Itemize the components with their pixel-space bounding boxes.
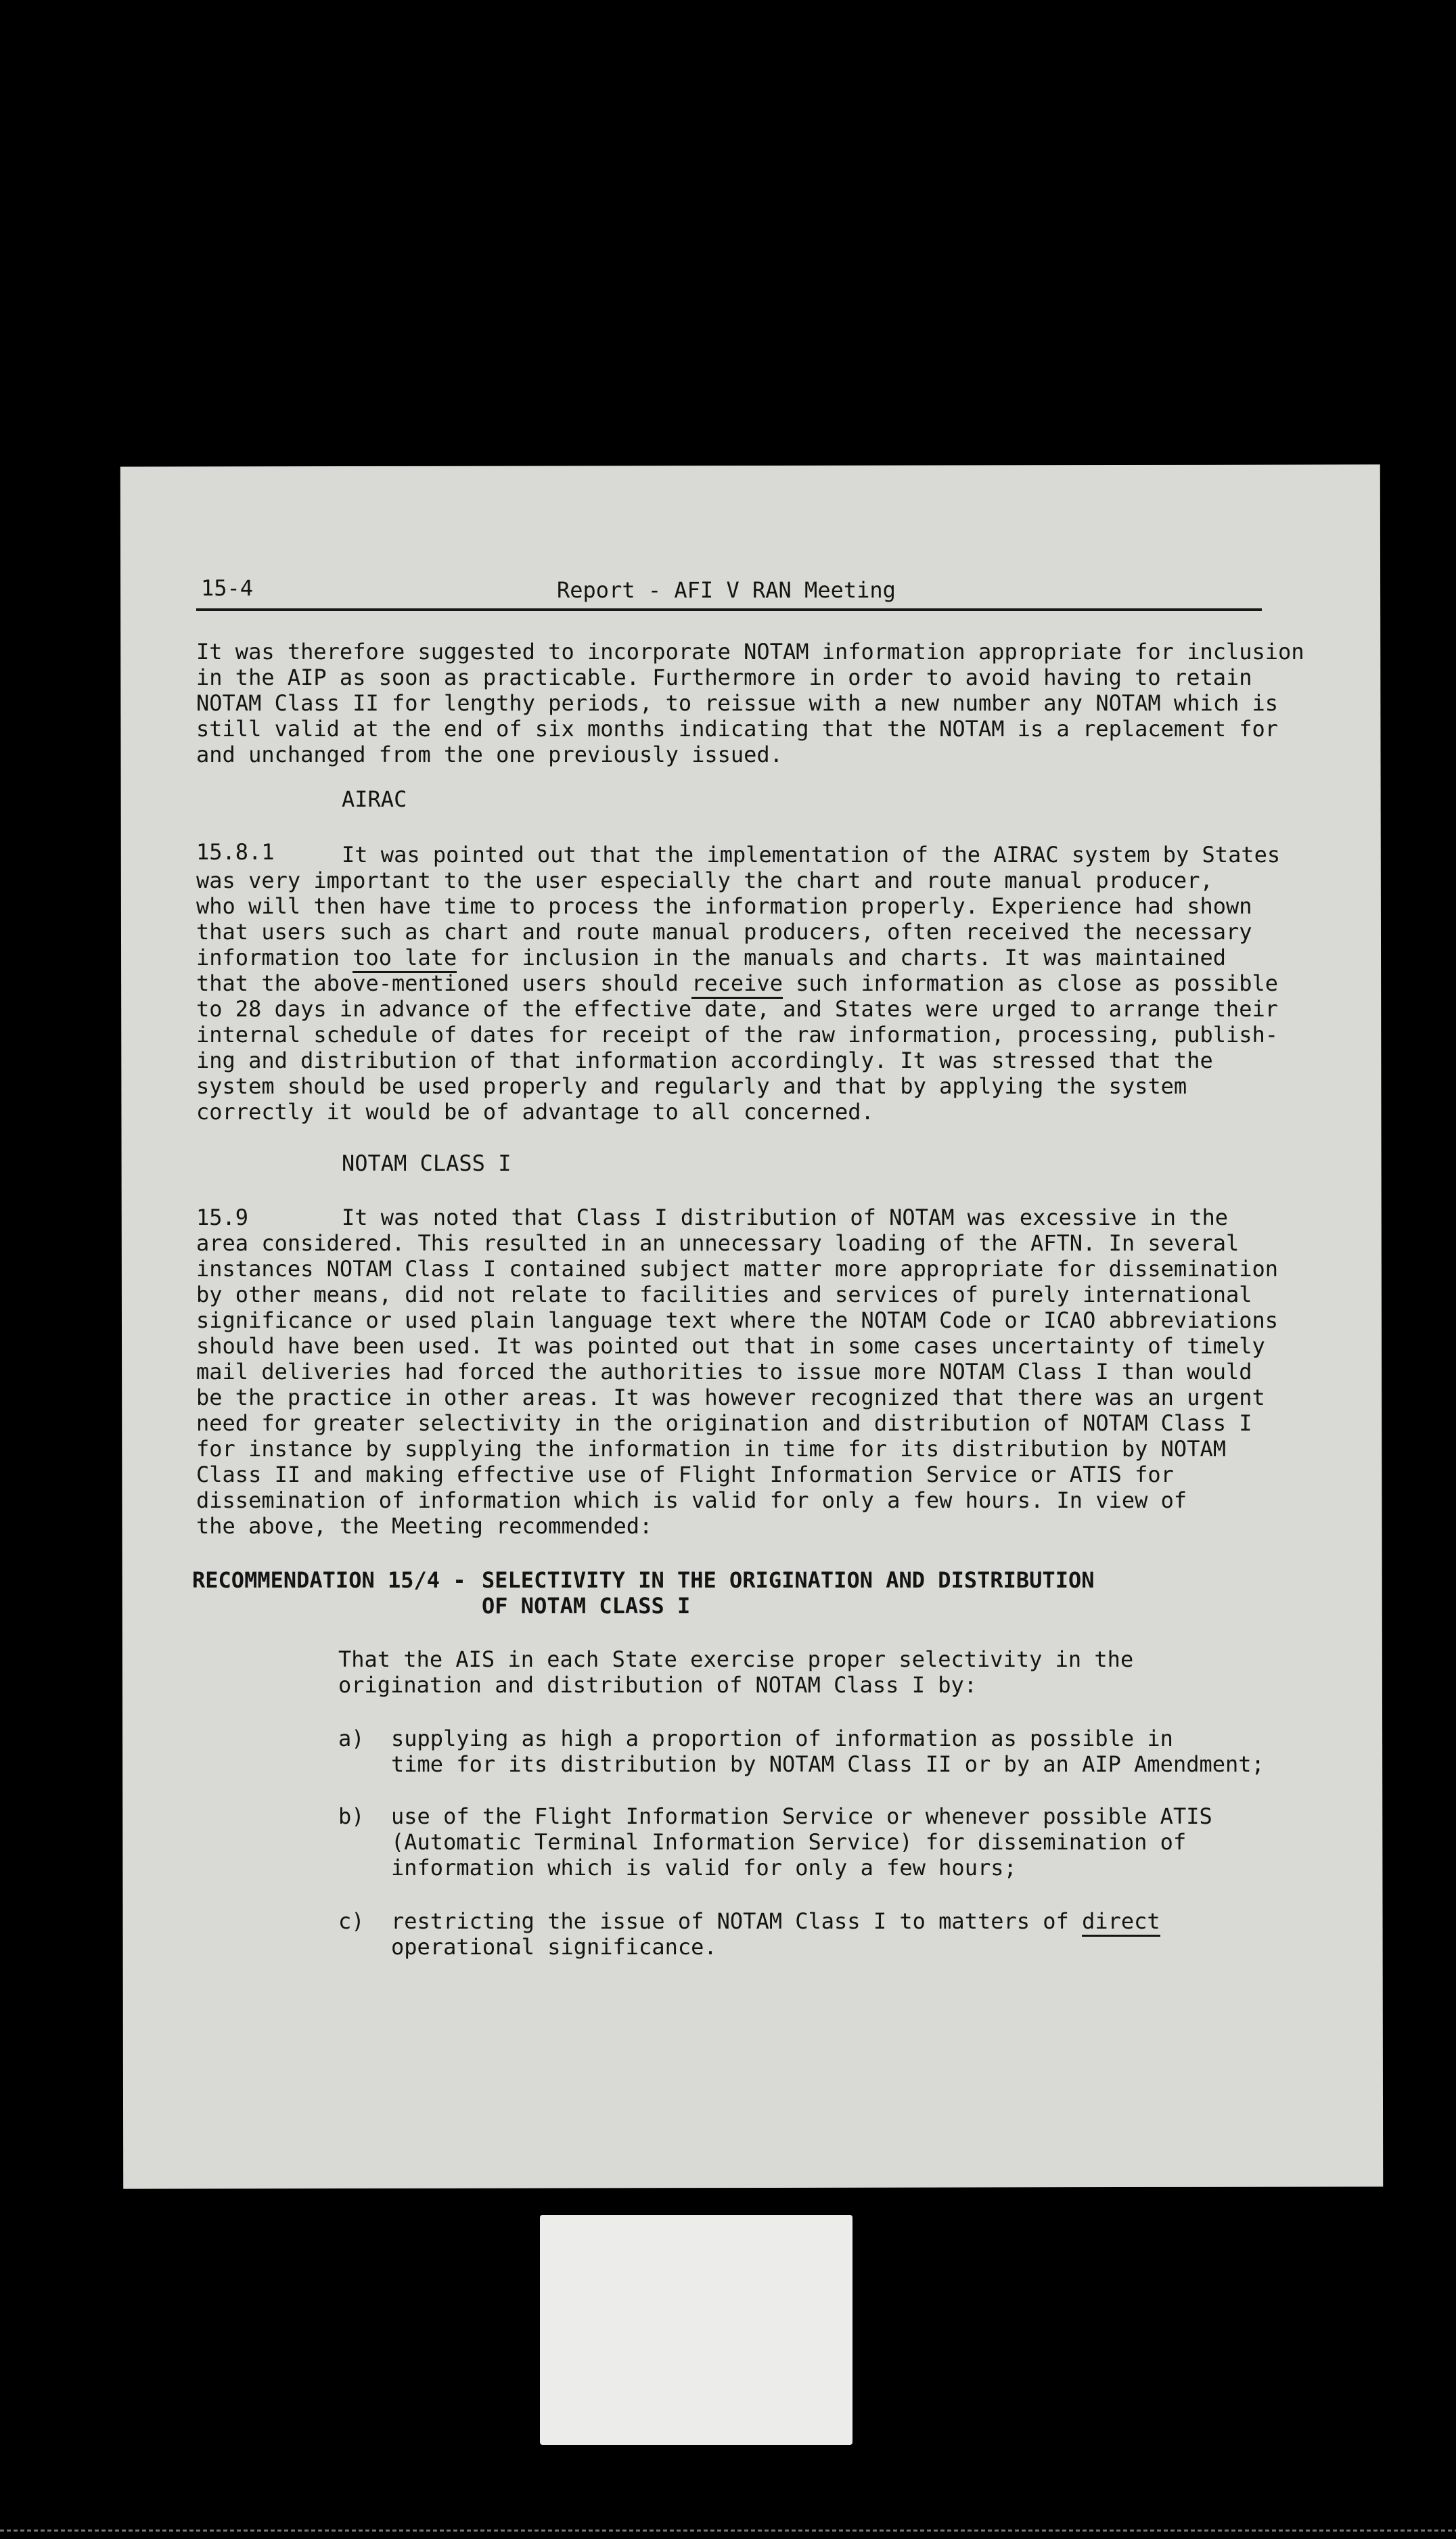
text-line: by other means, did not relate to facilities and services of purely international [196, 1282, 1252, 1307]
text-line: significance or used plain language text where the NOTAM Code or ICAO abbreviations [196, 1307, 1279, 1333]
paragraph-number: 15.9 [196, 1205, 249, 1230]
text-line: That the AIS in each State exercise proper selectivity in the [338, 1646, 1134, 1672]
text-line: information which is valid for only a few hours; [391, 1855, 1017, 1881]
text-line: should have been used. It was pointed out that in some cases uncertainty of timely [196, 1333, 1265, 1359]
paragraph-number: 15.8.1 [196, 839, 275, 865]
list-marker: a) [338, 1726, 365, 1751]
section-heading-airac: AIRAC [342, 786, 407, 812]
header-rule [196, 608, 1262, 611]
page-header-title: Report - AFI V RAN Meeting [557, 577, 896, 603]
section-heading-notam: NOTAM CLASS I [342, 1150, 511, 1176]
text-line: supplying as high a proportion of information as possible in [391, 1726, 1173, 1751]
list-marker: b) [338, 1803, 365, 1829]
text-line: It was pointed out that the implementation of the AIRAC system by States [342, 842, 1281, 868]
text-line: It was noted that Class I distribution of NOTAM was excessive in the [342, 1205, 1229, 1230]
text-line: for instance by supplying the information in time for its distribution by NOTAM [196, 1436, 1226, 1462]
text-line: restricting the issue of NOTAM Class I to matters of direct [391, 1908, 1160, 1934]
underlined-phrase: too late [352, 945, 457, 973]
text-line: operational significance. [391, 1934, 717, 1960]
text-line: information too late for inclusion in the manuals and charts. It was maintained [196, 945, 1226, 970]
text-line: Class II and making effective use of Flight Information Service or ATIS for [196, 1462, 1174, 1487]
text-line: (Automatic Terminal Information Service) for dissemination of [391, 1829, 1187, 1855]
text-line: NOTAM Class II for lengthy periods, to reissue with a new number any NOTAM which is [196, 690, 1279, 716]
text-line: who will then have time to process the information properly. Experience had shown [196, 893, 1252, 919]
text-line: mail deliveries had forced the authorities to issue more NOTAM Class I than would [196, 1359, 1252, 1385]
text-line: and unchanged from the one previously issued. [196, 742, 783, 767]
text-line: dissemination of information which is valid for only a few hours. In view of [196, 1487, 1187, 1513]
text-line: area considered. This resulted in an unnecessary loading of the AFTN. In several [196, 1230, 1239, 1256]
text-line: It was therefore suggested to incorporate NOTAM information appropriate for inclusion [196, 639, 1304, 665]
text-line: in the AIP as soon as practicable. Furthermore in order to avoid having to retain [196, 665, 1252, 690]
blank-card [540, 2215, 852, 2445]
film-edge-line [0, 2530, 1456, 2532]
text-line: need for greater selectivity in the origination and distribution of NOTAM Class I [196, 1410, 1252, 1436]
text-line: that users such as chart and route manual producers, often received the necessary [196, 919, 1252, 945]
underlined-word: direct [1082, 1908, 1160, 1937]
text-line: was very important to the user especially the chart and route manual producer, [196, 868, 1213, 893]
recommendation-label: RECOMMENDATION 15/4 - [192, 1567, 466, 1593]
underlined-word: receive [691, 970, 783, 999]
text-line: instances NOTAM Class I contained subject matter more appropriate for dissemination [196, 1256, 1279, 1282]
text-line: to 28 days in advance of the effective date, and States were urged to arrange their [196, 996, 1279, 1022]
text-line: that the above-mentioned users should receive such information as close as possible [196, 970, 1278, 996]
text-line: use of the Flight Information Service or whenever possible ATIS [391, 1803, 1212, 1829]
text-line: internal schedule of dates for receipt of the raw information, processing, publish- [196, 1022, 1279, 1048]
recommendation-title: OF NOTAM CLASS I [482, 1593, 691, 1619]
recommendation-title: SELECTIVITY IN THE ORIGINATION AND DISTRIBUTION [482, 1567, 1095, 1593]
text-line: ing and distribution of that information accordingly. It was stressed that the [196, 1048, 1213, 1073]
text-line: origination and distribution of NOTAM Class I by: [338, 1672, 978, 1698]
page-number: 15-4 [201, 575, 254, 601]
list-marker: c) [338, 1908, 365, 1934]
text-line: still valid at the end of six months indicating that the NOTAM is a replacement for [196, 716, 1279, 742]
text-line: be the practice in other areas. It was however recognized that there was an urgent [196, 1385, 1265, 1410]
text-line: the above, the Meeting recommended: [196, 1513, 653, 1539]
text-line: time for its distribution by NOTAM Class II or by an AIP Amendment; [391, 1751, 1265, 1777]
text-line: correctly it would be of advantage to all concerned. [196, 1099, 874, 1125]
text-line: system should be used properly and regularly and that by applying the system [196, 1073, 1187, 1099]
